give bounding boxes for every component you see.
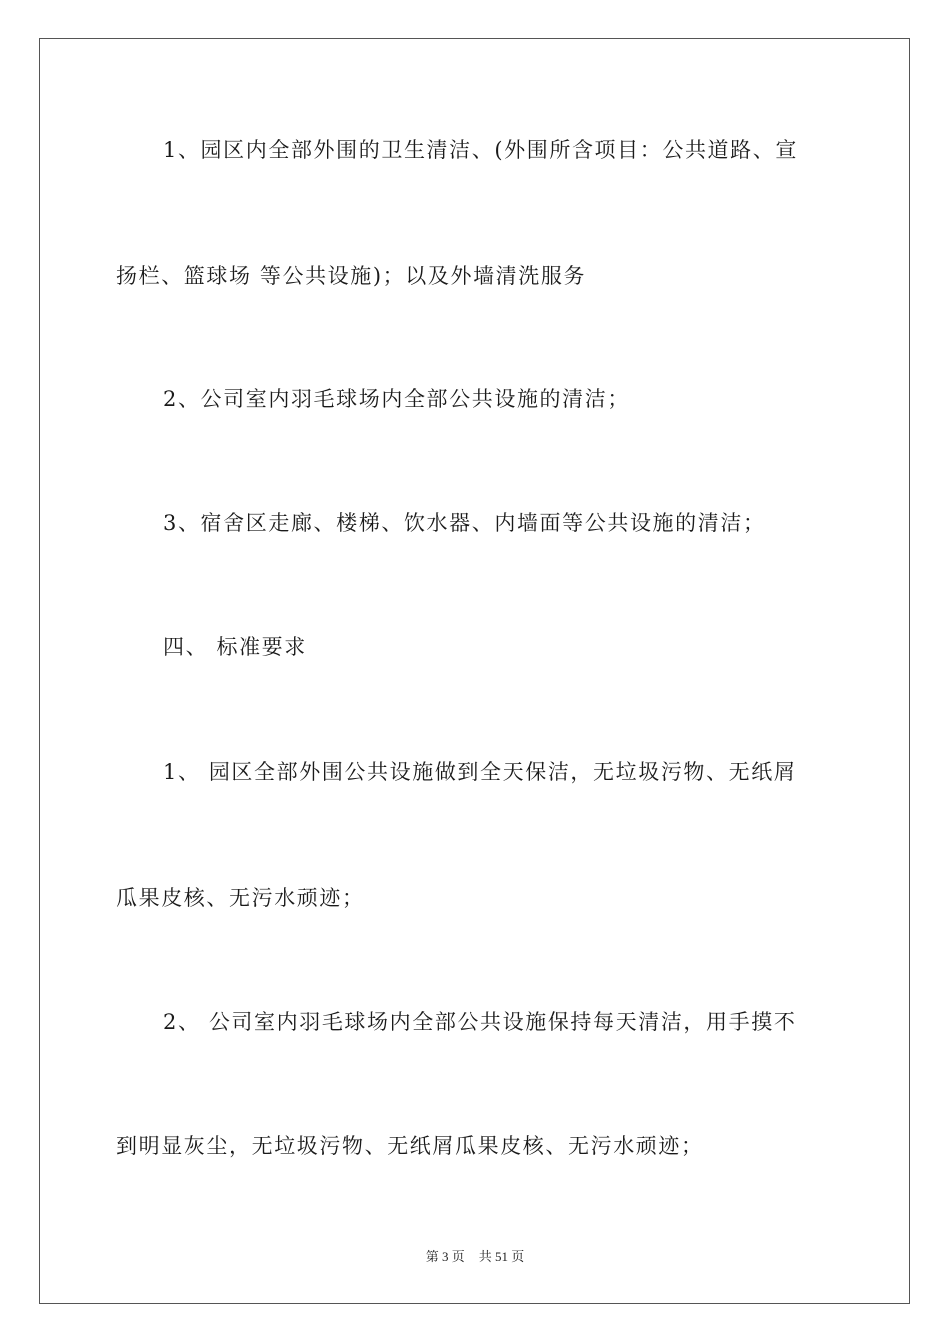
paragraph-6-line-2: 到明显灰尘，无垃圾污物、无纸屑瓜果皮核、无污水顽迹；	[116, 1134, 704, 1158]
paragraph-2-line-1: 2、公司室内羽毛球场内全部公共设施的清洁；	[163, 387, 630, 411]
paragraph-5-line-1: 1、 园区全部外围公共设施做到全天保洁，无垃圾污物、无纸屑	[163, 760, 797, 784]
paragraph-6-line-1: 2、 公司室内羽毛球场内全部公共设施保持每天清洁，用手摸不	[163, 1010, 797, 1034]
paragraph-1-line-2: 扬栏、篮球场 等公共设施)；以及外墙清洗服务	[116, 264, 587, 288]
paragraph-1-line-1: 1、园区内全部外围的卫生清洁、(外围所含项目：公共道路、宣	[163, 138, 798, 162]
paragraph-3-line-1: 3、宿舍区走廊、楼梯、饮水器、内墙面等公共设施的清洁；	[163, 511, 766, 535]
page-number: 第 3 页	[425, 1249, 465, 1264]
page-frame	[39, 38, 910, 1304]
section-heading: 四、 标准要求	[163, 635, 307, 659]
page-footer	[0, 1248, 950, 1266]
total-pages: 共 51 页	[478, 1249, 525, 1264]
paragraph-5-line-2: 瓜果皮核、无污水顽迹；	[116, 886, 365, 910]
